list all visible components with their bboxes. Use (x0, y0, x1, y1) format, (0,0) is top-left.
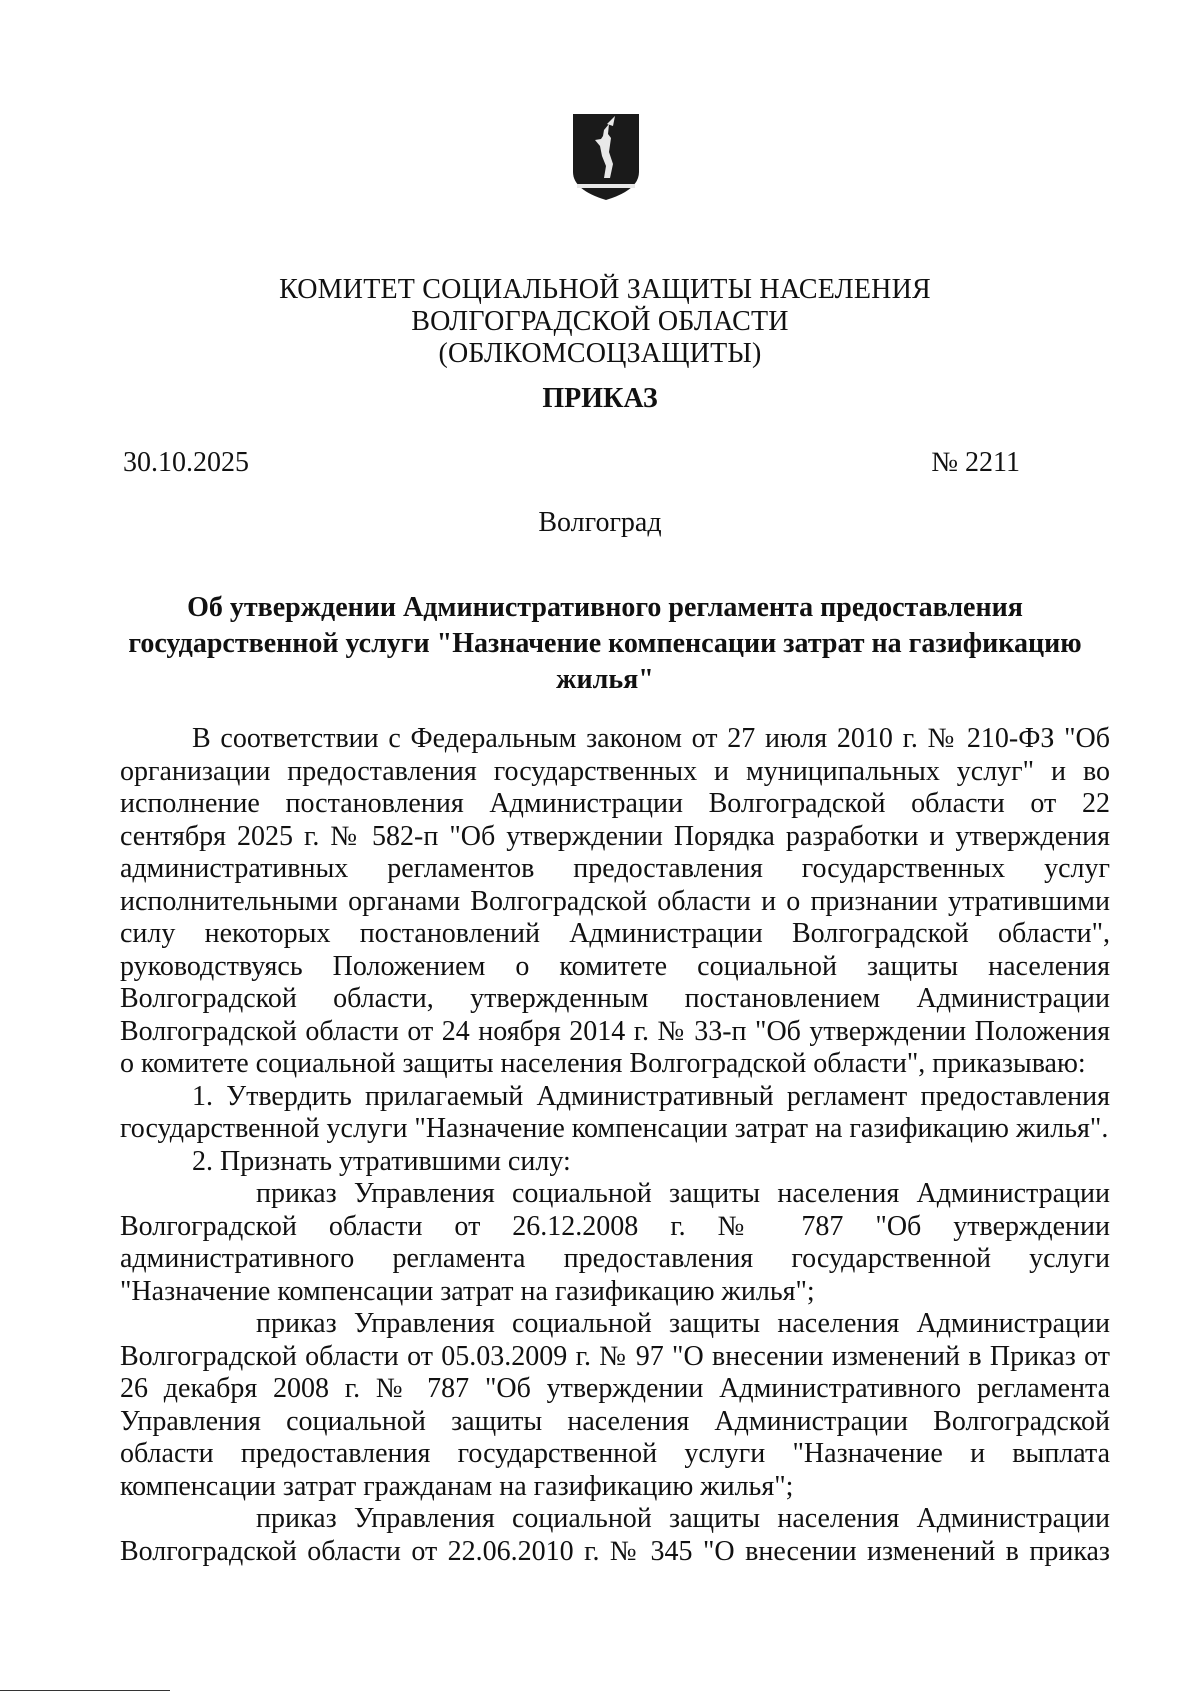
order-subject-heading: Об утверждении Административного регламента предоставления государственной услуги "Назначение компенсации затрат на газификацию жилья" (128, 592, 1082, 695)
item-2-paragraph: 2. Признать утратившими силу: (192, 1145, 571, 1177)
footer-divider (0, 1690, 170, 1691)
document-type-title: ПРИКАЗ (542, 383, 658, 414)
preamble-paragraph: В соответствии с Федеральным законом от 27 июля 2010 г. № 210-ФЗ "Об организации предоставления государственных и муниципальных услуг" и во исполнение постановления Администрации Волгоградской области от 22 сентября 2025 г. № 582-п "Об утверждении Порядка разработки и утверждения административных регламентов предоставления государственных услуг исполнительными органами Волгоградской области и о признании утратившими силу некоторых постановлений Администрации Волгоградской области", руководствуясь Положением о комитете социальной защиты населения Волгоградской области, утвержденным постановлением Администрации Волгоградской области от 24 ноября 2014 г. № 33-п "Об утверждении Положения о комитете социальной защиты населения Волгоградской области", приказываю: (120, 723, 1110, 1079)
repealed-order-2: приказ Управления социальной защиты населения Администрации Волгоградской области от 05.03.2009 г. № 97 "О внесении изменений в Приказ от 26 декабря 2008 г. № 787 "Об утверждении Административного регламента Управления социальной защиты населения Администрации Волгоградской области предоставления государственной услуги "Назначение и выплата компенсации затрат гражданам на газификацию жилья"; (120, 1308, 1110, 1502)
org-name-line-2: ВОЛГОГРАДСКОЙ ОБЛАСТИ (411, 306, 789, 337)
city-name: Волгоград (538, 507, 662, 538)
org-name-line-1: КОМИТЕТ СОЦИАЛЬНОЙ ЗАЩИТЫ НАСЕЛЕНИЯ (279, 274, 931, 305)
org-name-line-3: (ОБЛКОМСОЦЗАЩИТЫ) (438, 338, 762, 369)
item-1-paragraph: 1. Утвердить прилагаемый Административный регламент предоставления государственной услуги "Назначение компенсации затрат на газификацию жилья". (120, 1080, 1110, 1144)
order-number: № 2211 (931, 447, 1020, 478)
repealed-order-1: приказ Управления социальной защиты населения Администрации Волгоградской области от 26.12.2008 г. № 787 "Об утверждении административного регламента предоставления государственной услуги "Назначение компенсации затрат на газификацию жилья"; (120, 1178, 1110, 1307)
order-body (120, 723, 1110, 1568)
volgograd-coat-of-arms-icon (571, 112, 641, 202)
repealed-order-3: приказ Управления социальной защиты населения Администрации Волгоградской области от 22.06.2010 г. № 345 "О внесении изменений в приказ (120, 1503, 1110, 1567)
order-date: 30.10.2025 (123, 447, 249, 478)
